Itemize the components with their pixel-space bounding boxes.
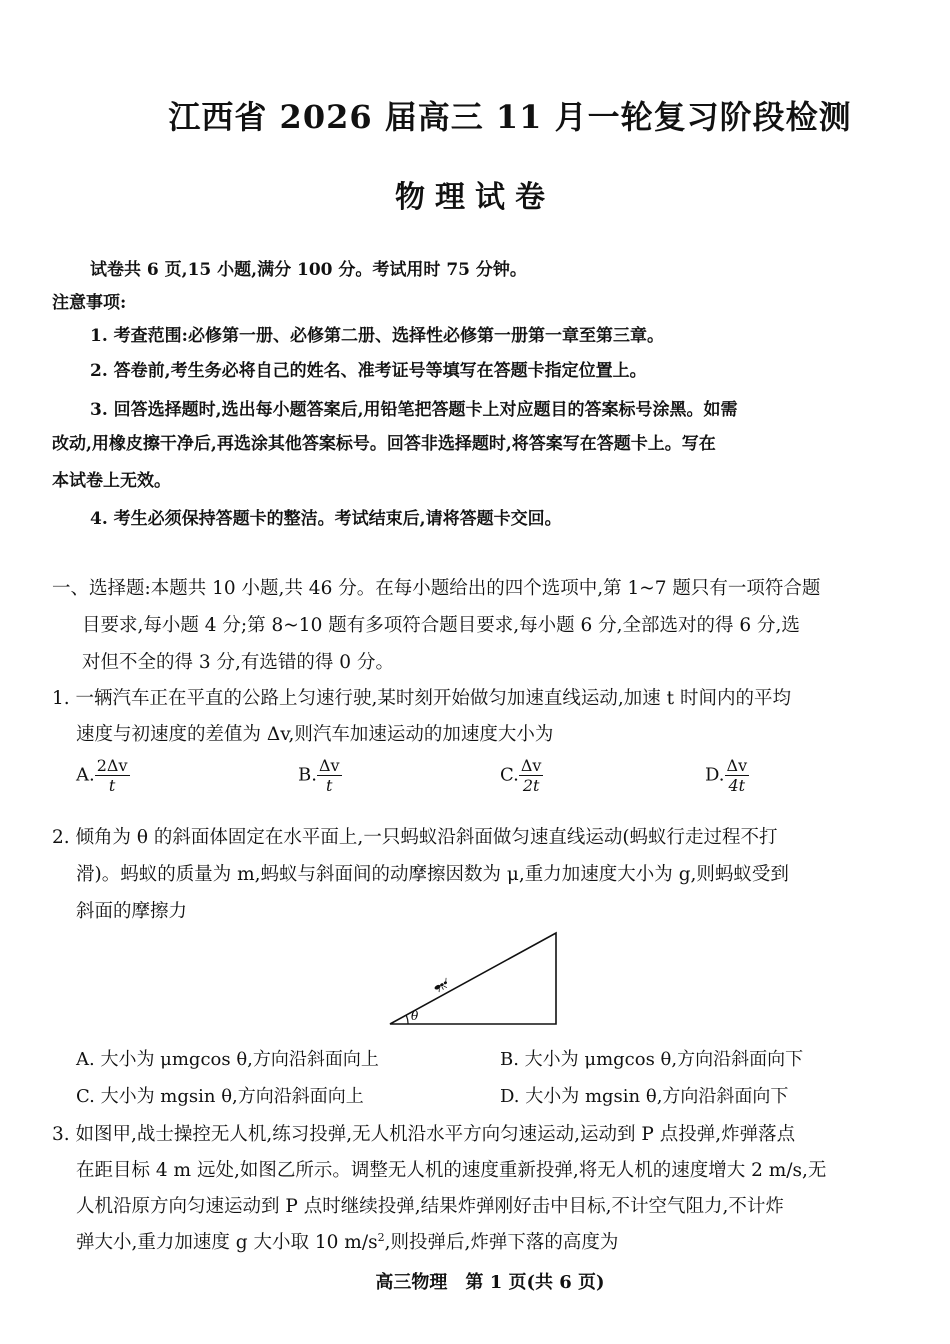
note-item: 3. 回答选择题时,选出每小题答案后,用铅笔把答题卡上对应题目的答案标号涂黑。如需 [90, 400, 738, 420]
question-2-text: 2. 倾角为 θ 的斜面体固定在水平面上,一只蚂蚁沿斜面做匀速直线运动(蚂蚁行走过程不打 [52, 827, 778, 848]
option-label: D. [705, 764, 725, 786]
q1-option-a [76, 756, 130, 795]
q1-option-b [298, 756, 342, 795]
ant-icon [433, 978, 451, 993]
q1-option-d [705, 756, 749, 795]
note-item: 4. 考生必须保持答题卡的整洁。考试结束后,请将答题卡交回。 [90, 509, 562, 529]
question-2-text: 滑)。蚂蚁的质量为 m,蚂蚁与斜面间的动摩擦因数为 μ,重力加速度大小为 g,则蚂蚁受到 [76, 864, 789, 885]
section-instructions-line: 目要求,每小题 4 分;第 8~10 题有多项符合题目要求,每小题 6 分,全部选对的得 6 分,选 [82, 615, 800, 636]
section-instructions-line: 一、选择题:本题共 10 小题,共 46 分。在每小题给出的四个选项中,第 1~7 题只有一项符合题 [52, 578, 821, 599]
fraction-numerator: 2Δv [96, 756, 128, 775]
question-3-text: 3. 如图甲,战士操控无人机,练习投弹,无人机沿水平方向匀速运动,运动到 P 点投弹,炸弹落点 [52, 1124, 796, 1145]
q3-text-part: 弹大小,重力加速度 g 大小取 10 m/s [76, 1232, 378, 1253]
page-footer: 高三物理 第 1 页(共 6 页) [375, 1272, 605, 1293]
question-1-text: 速度与初速度的差值为 Δv,则汽车加速运动的加速度大小为 [76, 724, 554, 745]
fraction [725, 756, 750, 795]
q2-option-a: A. 大小为 μmgcos θ,方向沿斜面向上 [76, 1049, 379, 1070]
note-item: 2. 答卷前,考生务必将自己的姓名、准考证号等填写在答题卡指定位置上。 [90, 361, 647, 381]
fraction-denominator: t [326, 776, 333, 795]
fraction-denominator: t [108, 776, 116, 795]
q2-option-d: D. 大小为 mgsin θ,方向沿斜面向下 [500, 1086, 789, 1107]
q3-text-part: ,则投弹后,炸弹下落的高度为 [384, 1232, 619, 1253]
angle-arc [406, 1015, 408, 1024]
note-item: 1. 考查范围:必修第一册、必修第二册、选择性必修第一册第一章至第三章。 [90, 326, 664, 346]
option-label: C. [500, 764, 519, 786]
fraction-numerator: Δv [726, 756, 748, 775]
fraction [519, 756, 544, 795]
option-label: B. [298, 764, 317, 786]
section-instructions-line: 对但不全的得 3 分,有选错的得 0 分。 [82, 652, 394, 673]
fraction [317, 756, 342, 795]
notes-heading: 注意事项: [52, 293, 127, 313]
question-2-text: 斜面的摩擦力 [76, 901, 188, 922]
question-3-text: 人机沿原方向匀速运动到 P 点时继续投弹,结果炸弹刚好击中目标,不计空气阻力,不计炸 [76, 1196, 784, 1217]
note-item: 改动,用橡皮擦干净后,再选涂其他答案标号。回答非选择题时,将答案写在答题卡上。写在 [52, 434, 716, 454]
q1-option-c [500, 756, 543, 795]
exam-intro: 试卷共 6 页,15 小题,满分 100 分。考试用时 75 分钟。 [90, 260, 527, 280]
angle-label: θ [411, 1009, 419, 1023]
fraction [95, 756, 130, 795]
note-item: 本试卷上无效。 [52, 471, 171, 491]
question-3-text [76, 1228, 618, 1254]
fraction-numerator: Δv [520, 756, 542, 775]
fraction-denominator: 4t [728, 776, 746, 795]
q2-option-c: C. 大小为 mgsin θ,方向沿斜面向上 [76, 1086, 364, 1107]
superscript: 2 [377, 1230, 385, 1244]
question-1-text: 1. 一辆汽车正在平直的公路上匀速行驶,某时刻开始做匀加速直线运动,加速 t 时间内的平均 [52, 688, 791, 709]
q2-option-b: B. 大小为 μmgcos θ,方向沿斜面向下 [500, 1049, 804, 1070]
incline-figure [380, 925, 570, 1030]
fraction-numerator: Δv [318, 756, 340, 775]
question-3-text: 在距目标 4 m 远处,如图乙所示。调整无人机的速度重新投弹,将无人机的速度增大 2 m/s,无 [76, 1160, 827, 1181]
page-title: 江西省 2026 届高三 11 月一轮复习阶段检测 [168, 98, 852, 136]
option-label: A. [76, 764, 95, 786]
fraction-denominator: 2t [522, 776, 540, 795]
page-subtitle: 物理试卷 [395, 180, 555, 215]
